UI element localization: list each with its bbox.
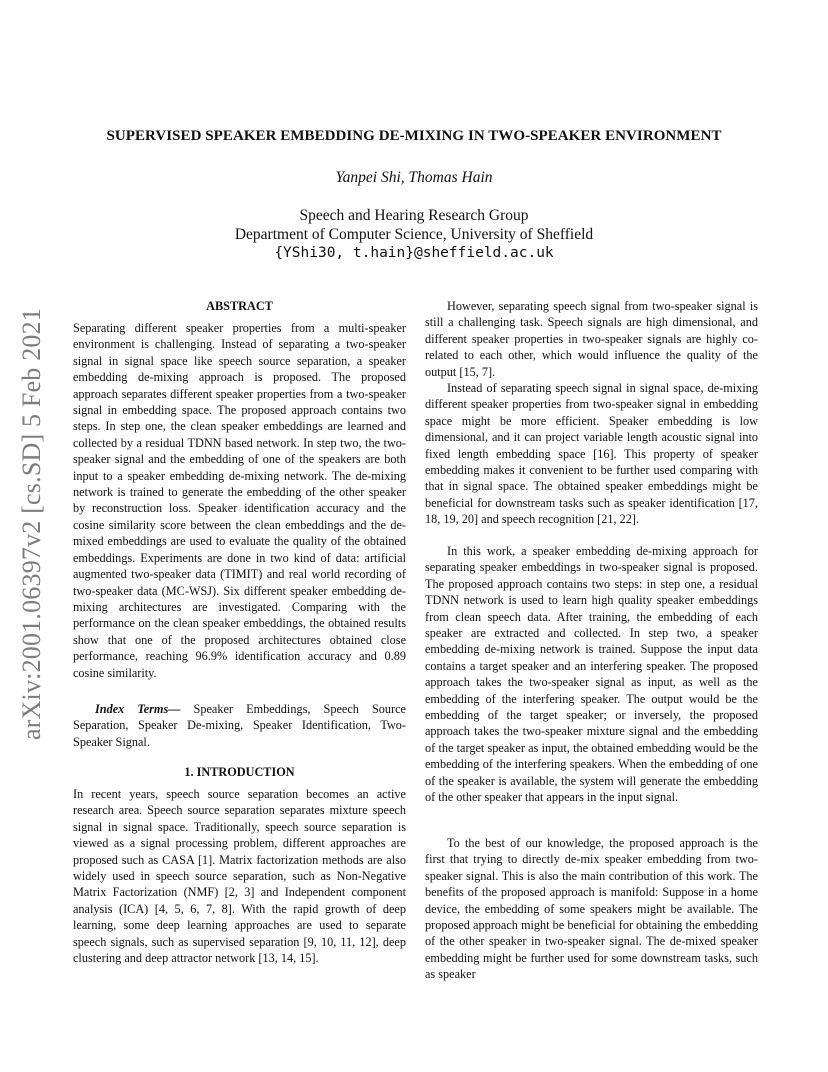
abstract-heading: ABSTRACT [206,299,273,313]
email-address: {YShi30, t.hain}@sheffield.ac.uk [274,245,554,261]
author-list: Yanpei Shi, Thomas Hain [335,169,493,186]
introduction-paragraph-2: However, separating speech signal from two-speaker signal is still a challenging task. Speech signals are high dimensional, and different speaker properties in two-speaker signals are highly co-related to each other, which would influence the quality of the output [15, 7]. [425,299,758,379]
abstract-text: Separating different speaker properties from a multi-speaker environment is challenging. Instead of separating a two-speaker signal in signal space like speech source separation, a speaker embedding de-mixing approach is proposed. The proposed approach separates different speaker properties from a two-speaker signal in embedding space. The proposed approach contains two steps. In step one, the clean speaker embeddings are learned and collected by a residual TDNN based network. In step two, the two-speaker signal and the embedding of one of the speakers are both input to a speaker embedding de-mixing network. The de-mixing network is trained to generate the embedding of the other speaker by reconstruction loss. Speaker identification accuracy and the cosine similarity score between the clean embeddings and the de-mixed embeddings are used to evaluate the quality of the obtained embeddings. Experiments are done in two kind of data: artificial augmented two-speaker data (TIMIT) and real world recording of two-speaker data (MC-WSJ). Six different speaker embedding de-mixing architectures are investigated. Comparing with the performance on the clean speaker embeddings, the obtained results show that one of the proposed architectures obtained close performance, reaching 96.9% identification accuracy and 0.89 cosine similarity. [73,321,406,680]
introduction-paragraph-5: To the best of our knowledge, the proposed approach is the first that trying to directly de-mix speaker embedding from two-speaker signal. This is also the main contribution of this work. The benefits of the proposed approach is manifold: Suppose in a home device, the embedding of some speakers might be available. The proposed approach might be beneficial for obtaining the embedding of the other speaker in two-speaker signal. The de-mixed speaker embedding might be further used for some downstream tasks, such as speaker [425,836,758,982]
index-terms-text: Speaker Embeddings, Speech Source Separation, Speaker De-mixing, Speaker Identification, Two-Speaker Signal. [73,702,406,749]
introduction-paragraph-1: In recent years, speech source separation becomes an active research area. Speech source separation separates mixture speech signal in signal space. Traditionally, speech source separation is viewed as a signal processing problem, different approaches are proposed such as CASA [1]. Matrix factorization methods are also widely used in speech source separation, such as Non-Negative Matrix Factorization (NMF) [2, 3] and Independent component analysis (ICA) [4, 5, 6, 7, 8]. With the rapid growth of deep learning, some deep learning approaches are used to separate speech signals, such as supervised separation [9, 10, 11, 12], deep clustering and deep attractor network [13, 14, 15]. [73,787,406,966]
introduction-heading: 1. INTRODUCTION [184,765,295,779]
index-terms [73,701,406,750]
page-title: SUPERVISED SPEAKER EMBEDDING DE-MIXING IN TWO-SPEAKER ENVIRONMENT [106,128,722,144]
arxiv-identifier: arXiv:2001.06397v2 [cs.SD] 5 Feb 2021 [17,307,47,741]
affiliation-block [0,206,828,263]
introduction-paragraph-3: Instead of separating speech signal in signal space, de-mixing different speaker properties from two-speaker signal in embedding space might be more efficient. Speaker embedding is low dimensional, and it can project variable length acoustic signal into fixed length embedding space [16]. This property of speaker embedding makes it convenient to be further used comparing with that in signal space. The obtained speaker embeddings might be beneficial for downstream tasks such as speaker identification [17, 18, 19, 20] and speech recognition [21, 22]. [425,381,758,527]
arxiv-watermark [2,297,62,751]
introduction-paragraph-4: In this work, a speaker embedding de-mixing approach for separating speaker embeddings in two-speaker signal is proposed. The proposed approach contains two steps: in step one, a residual TDNN network is used to learn high quality speaker embeddings from clean speech data. After training, the embedding of each speaker are extracted and collected. In step two, a speaker embedding de-mixing network is trained. Suppose the input data contains a target speaker and an interfering speaker. The proposed approach takes the two-speaker signal as input, as well as the embedding of the interfering speaker. The output would be the embedding of the target speaker; or inversely, the proposed approach takes the two-speaker mixture signal and the embedding of the target speaker as input, the obtained embedding would be the embedding of the interfering speakers. When the embedding of one of the speaker is available, the system will generate the embedding of the other speaker that appears in the input signal. [425,544,758,805]
index-terms-label: Index Terms— [95,702,181,716]
department: Department of Computer Science, University of Sheffield [234,226,594,243]
research-group: Speech and Hearing Research Group [299,207,529,224]
